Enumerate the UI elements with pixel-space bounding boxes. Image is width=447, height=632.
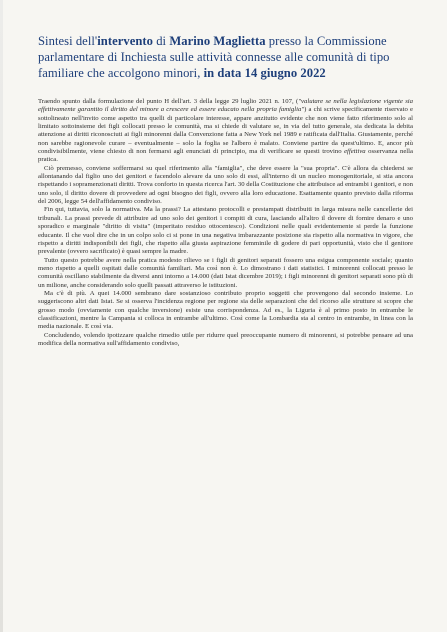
title-prefix: Sintesi dell' — [38, 34, 98, 48]
paragraph-1 — [38, 98, 413, 165]
paragraph-1-italic-word: effettiva — [344, 148, 366, 156]
title-date: in data 14 giugno 2022 — [203, 66, 326, 80]
paragraph-2: Ciò premesso, conviene soffermarsi su quel riferimento alla "famiglia", che deve essere la "sua propria". C'è allora da chiedersi se allontanando dal figlio uno dei genitori e facendolo alevare da uno solo di essi, all'interno di un nucleo monogenitoriale, si stia ancora rispettando i sopramenzionati diritti. Trova conforto in questa ricerca l'art. 30 della Costituzione che attribuisce ad entrambi i genitori, e non uno solo, il diritto dovere di provvedere ad ogni bisogno dei figli, ovvero alla loro educazione. Esattamente quanto previsto dalla riforma del 2006, legge 54 dell'affidamento condiviso. — [38, 164, 413, 206]
paragraph-1-text-b: ) a chi scrive specificamente riservato e sottolineato nell'invito come aspetto tra quelli di particolare interesse, appare anzitutto evidente che non viene fatto riferimento solo al limitato sottoinsieme dei figli collocati presso le comunità, ma si chiede di valutare se, in via del tutto generale, sia dedicata la debita attenzione ai diritti riconosciuti ai figli minorenni dalla Convenzione fatta a New York nel 1989 e ratificata dall'Italia. Giustamente, perché non sarebbe ragionevole curare – eventualmente – solo la foglia se l'albero è malato. Conviene partire da quest'ultimo. E, ancor più condivisibilmente, viene chiesto di non fermarsi agli enunciati di principio, ma di verificare se questi trovino — [38, 106, 413, 156]
paragraph-4: Tutto questo potrebbe avere nella pratica modesto rilievo se i figli di genitori separati fossero una esigua componente sociale; quanto meno rispetto a quelli ospitati dalle comunità familiari. Ma così non è. Lo dimostrano i dati statistici. I minorenni collocati presso le comunità oscillano stabilmente da diversi anni intorno a 14.000 (dati Istat dicembre 2019); i figli minorenni di genitori separati sono più di un milione, anche considerando solo quelli passati attraverso le istituzioni. — [38, 256, 413, 289]
title-intervento: intervento — [97, 34, 154, 48]
paragraph-5: Ma c'è di più. A quei 14.000 sembrano dare sostanzioso contributo proprio soggetti che provengono dal secondo insieme. Lo suggeriscono altri dati Istat. Se si osserva l'incidenza regione per regione sia delle separazioni che del ricorso alle strutture si scopre che grosso modo (ovviamente con qualche inversione) esiste una corrispondenza. Ad es., la Liguria è al primo posto in entrambe le classificazioni, mentre la Campania si colloca in entrambe all'ultimo. Così come la Lombardia sta al centro in entrambe, in linea con la media nazionale. E così via. — [38, 289, 413, 331]
paragraph-1-text-c: osservanza nella pratica. — [38, 148, 413, 164]
paragraph-1-text-a: Traendo spunto dalla formulazione del punto H dell'art. 3 della legge 29 luglio 2021 n. 107, ( — [38, 98, 299, 105]
title-di: di — [153, 34, 170, 48]
document-body — [38, 98, 413, 348]
paragraph-3: Fin qui, tuttavia, solo la normativa. Ma la prassi? La attestano protocolli e prestampati distribuiti in larga misura nelle cancellerie dei tribunali. La prassi prevede di attribuire ad uno solo dei genitori i compiti di cura, lasciando all'altro il dovere di fornire denaro e uno sporadico e marginale "diritto di visita" (imperitato residuo ottocentesco). Condizioni nelle quali evidentemente si perde la funzione educante. Il che vuol dire che in un colpo solo ci si pone in una negativa imbarazzante posizione sia rispetto alla normativa in vigore, che rispetto a diritti indisponibili dei figli, che rispetto alla giusta aspirazione femminile di godere di pari opportunità, visto che il genitore prevalente (ovvero sacrificato) è quasi sempre la madre. — [38, 206, 413, 256]
title-middle: presso la Commissione parlamentare di Inchiesta sulle attività connesse alle comunità di tipo familiare che accolgono minori, — [38, 34, 390, 80]
page-title — [38, 33, 413, 81]
scan-edge — [0, 0, 3, 632]
paragraph-1-quote: "valutare se nella legislazione vigente sia effettivamente garantito il diritto del minore a crescere ed essere educato nella propria famiglia" — [38, 98, 414, 114]
paragraph-6: Concludendo, volendo ipotizzare qualche rimedio utile per ridurre quel preoccupante numero di minorenni, si potrebbe pensare ad una modifica della normativa sull'affidamento condiviso, — [38, 331, 413, 347]
title-speaker-name: Marino Maglietta — [169, 34, 266, 48]
